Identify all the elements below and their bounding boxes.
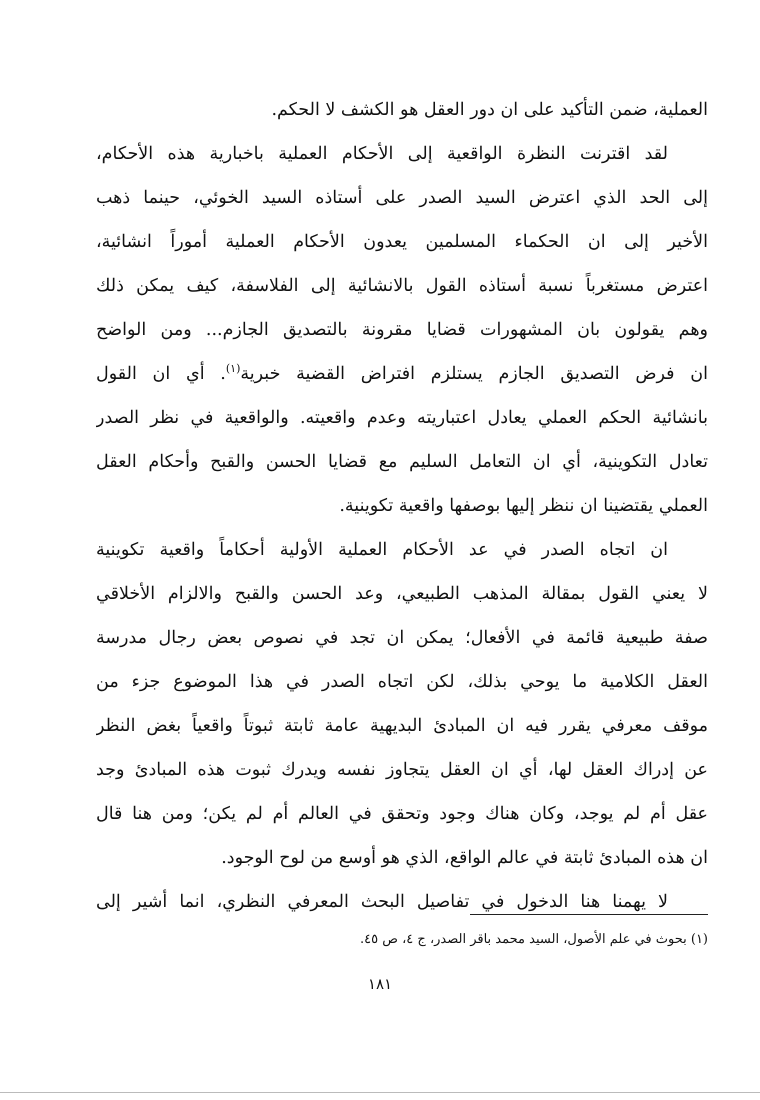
text-segment: . أي ان القول [96, 364, 226, 384]
text-line: صفة طبيعية قائمة في الأفعال؛ يمكن ان تجد في نصوص بعض رجال مدرسة [96, 628, 708, 648]
text-line: إلى الحد الذي اعترض السيد الصدر على أستاذه السيد الخوئي، حينما ذهب [96, 188, 708, 208]
footnote: (١) بحوث في علم الأصول، السيد محمد باقر الصدر، ج ٤، ص ٤٥. [360, 932, 708, 947]
text-line: تعادل التكوينية، أي ان التعامل السليم مع قضايا الحسن والقبح وأحكام العقل [96, 452, 708, 472]
text-line-with-note [96, 352, 708, 396]
footnote-separator [470, 914, 708, 915]
text-line: اعترض مستغرباً نسبة أستاذه القول بالانشائية إلى الفلاسفة، كيف يمكن ذلك [96, 276, 708, 296]
text-line: ان اتجاه الصدر في عد الأحكام العملية الأولية أحكاماً واقعية تكوينية [96, 540, 668, 560]
text-line: العملية، ضمن التأكيد على ان دور العقل هو الكشف لا الحكم. [271, 100, 708, 120]
text-line: الأخير إلى ان الحكماء المسلمين يعدون الأحكام العملية أموراً انشائية، [96, 232, 708, 252]
page-number: ١٨١ [367, 975, 393, 993]
text-line: لقد اقترنت النظرة الواقعية إلى الأحكام العملية باخبارية هذه الأحكام، [96, 144, 668, 164]
text-segment: ان فرض التصديق الجازم يستلزم افتراض القضية خبرية [240, 364, 708, 384]
text-line: لا يهمنا هنا الدخول في تفاصيل البحث المعرفي النظري، انما أشير إلى [96, 892, 668, 912]
text-line: موقف معرفي يقرر فيه ان المبادئ البديهية عامة ثابتة ثبوتاً واقعياً بغض النظر [96, 716, 708, 736]
text-line: ان هذه المبادئ ثابتة في عالم الواقع، الذي هو أوسع من لوح الوجود. [221, 848, 708, 868]
page-edge [0, 1092, 760, 1093]
text-line: عن إدراك العقل لها، أي ان العقل يتجاوز نفسه ويدرك ثبوت هذه المبادئ وجد [96, 760, 708, 780]
footnote-marker: (١) [225, 362, 241, 376]
main-text [96, 88, 708, 924]
text-line: العقل الكلامية ما يوحي بذلك، لكن اتجاه الصدر في هذا الموضوع جزء من [96, 672, 708, 692]
text-line: عقل أم لم يوجد، وكان هناك وجود وتحقق في العالم أم لم يكن؛ ومن هنا قال [96, 804, 708, 824]
text-line: العملي يقتضينا ان ننظر إليها بوصفها واقعية تكوينية. [339, 496, 708, 516]
text-line: وهم يقولون بان المشهورات قضايا مقرونة بالتصديق الجازم... ومن الواضح [96, 320, 708, 340]
text-line: بانشائية الحكم العملي يعادل اعتباريته وعدم واقعيته. والواقعية في نظر الصدر [96, 408, 708, 428]
text-line: لا يعني القول بمقالة المذهب الطبيعي، وعد الحسن والقبح والالزام الأخلاقي [96, 584, 708, 604]
